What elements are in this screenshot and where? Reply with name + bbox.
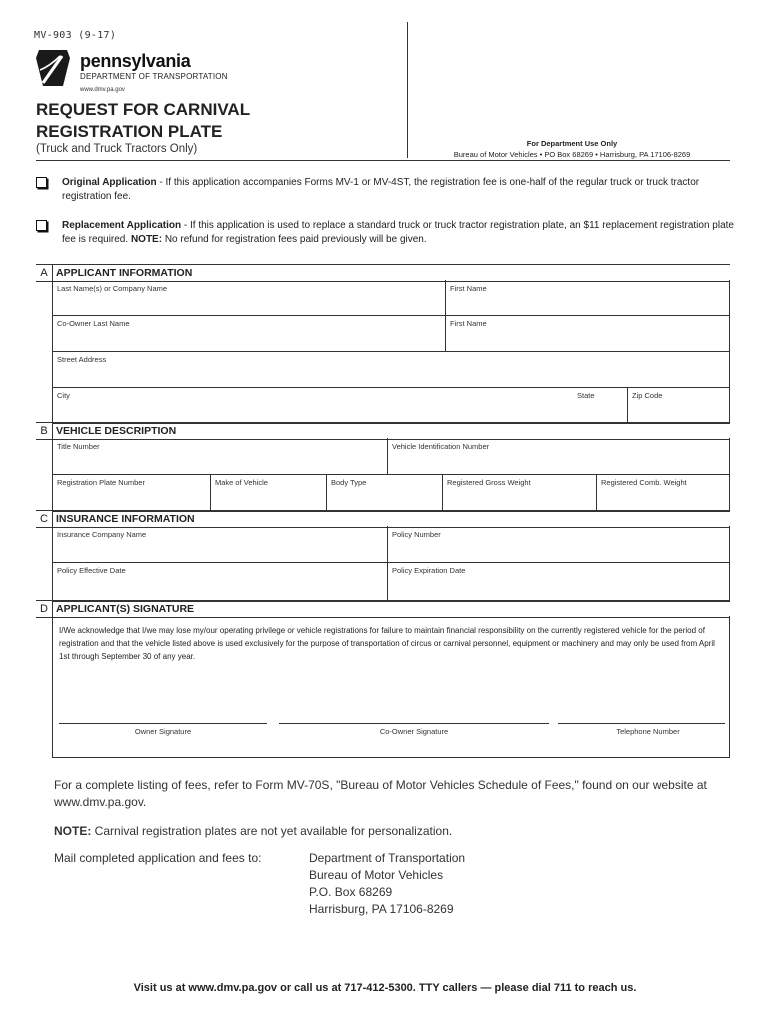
last-name-field[interactable]: Last Name(s) or Company Name [57,284,168,293]
registered-gross-weight-field[interactable]: Registered Gross Weight [442,474,596,511]
telephone-label: Telephone Number [616,727,680,736]
telephone-line[interactable] [558,723,725,724]
title-number-field[interactable]: Title Number [57,442,100,451]
mail-address-line1: Department of Transportation [309,851,466,865]
header-divider [407,22,408,158]
section-title: INSURANCE INFORMATION [56,513,195,525]
section-letter: B [36,423,53,439]
make-of-vehicle-field[interactable]: Make of Vehicle [210,474,326,511]
original-application-checkbox[interactable] [36,177,47,188]
registration-plate-number-field[interactable]: Registration Plate Number [57,478,145,487]
logo-department: DEPARTMENT OF TRANSPORTATION [80,72,228,81]
form-subtitle: (Truck and Truck Tractors Only) [36,143,198,155]
state-field[interactable]: State [577,391,595,400]
replacement-application-label: Replacement Application [62,220,182,231]
co-owner-first-name-field[interactable]: First Name [445,315,729,351]
mail-address [309,850,465,918]
policy-effective-date-field[interactable]: Policy Effective Date [57,566,126,575]
note-text: Carnival registration plates are not yet available for personalization. [91,824,453,838]
co-owner-last-name-field[interactable]: Co-Owner Last Name [57,319,130,328]
street-address-field[interactable]: Street Address [57,355,107,364]
body-type-field[interactable]: Body Type [326,474,442,511]
co-owner-signature-line[interactable] [279,723,549,724]
section-letter: A [36,265,53,281]
registered-comb-weight-field[interactable]: Registered Comb. Weight [596,474,729,511]
form-title-line2: REGISTRATION PLATE [36,122,223,141]
vin-field[interactable]: Vehicle Identification Number [387,438,729,474]
mail-address-line3: P.O. Box 68269 [309,885,393,899]
zip-code-field[interactable]: Zip Code [627,387,729,423]
policy-expiration-date-field[interactable]: Policy Expiration Date [387,562,729,601]
section-insurance-information [36,510,730,602]
replacement-note-text: No refund for registration fees paid previously will be given. [162,234,427,245]
header-rule [36,160,730,161]
fees-info: For a complete listing of fees, refer to Form MV-70S, "Bureau of Motor Vehicles Schedule of Fees," found on our website at www.dmv.pa.gov. [54,778,707,809]
section-title: APPLICANT(S) SIGNATURE [56,603,195,615]
replacement-application-checkbox[interactable] [36,220,47,231]
city-field[interactable]: City [57,391,70,400]
keystone-logo-icon [36,50,70,86]
form-title [36,99,250,143]
co-owner-signature-label: Co-Owner Signature [379,727,449,736]
owner-signature-label: Owner Signature [134,727,192,736]
insurance-company-field[interactable]: Insurance Company Name [57,530,147,539]
owner-signature-line[interactable] [59,723,267,724]
section-letter: D [36,601,53,617]
personalization-note [54,823,734,840]
footer-contact: Visit us at www.dmv.pa.gov or call us at 717-412-5300. TTY callers — please dial 711 to reach us. [133,982,637,994]
section-letter: C [36,511,53,527]
form-number: MV-903 (9-17) [34,30,117,41]
original-application-option [36,176,736,204]
form-title-line1: REQUEST FOR CARNIVAL [36,100,251,119]
section-applicant-signature [36,600,730,758]
policy-number-field[interactable]: Policy Number [387,526,729,562]
attestation-text: I/We acknowledge that I/we may lose my/our operating privilege or vehicle registrations for failure to maintain financial responsibility on the currently registered vehicle for the period of registration and that the vehicle listed above is used exclusively for the purpose of transportation of circus or carnival personnel, equipment or machinery and may only be used from April 1st through September 30 of any year. [59,626,715,661]
mail-label: Mail completed application and fees to: [54,851,262,865]
section-applicant-information [36,264,730,424]
section-vehicle-description [36,422,730,512]
logo-name: pennsylvania [80,51,191,71]
mail-address-line2: Bureau of Motor Vehicles [309,868,444,882]
original-application-label: Original Application [62,177,157,188]
first-name-field[interactable]: First Name [445,280,729,315]
original-application-text: - If this application accompanies Forms MV-1 or MV-4ST, the registration fee is one-half of the regular truck or truck tractor registration fee. [62,177,700,202]
section-title: VEHICLE DESCRIPTION [56,425,177,437]
dept-use-address: Bureau of Motor Vehicles • PO Box 68269 • Harrisburg, PA 17106-8269 [453,150,691,159]
replacement-note-label: NOTE: [130,234,163,245]
replacement-application-option [36,219,736,247]
section-title: APPLICANT INFORMATION [56,267,193,279]
note-label: NOTE: [54,824,92,838]
replacement-application-text: - If this application is used to replace a standard truck or truck tractor registration plate, an $11 replacement registration plate fee is required. [62,220,734,245]
mail-address-line4: Harrisburg, PA 17106-8269 [309,902,454,916]
dept-use-heading: For Department Use Only [526,139,618,148]
logo-url[interactable]: www.dmv.pa.gov [80,87,125,93]
